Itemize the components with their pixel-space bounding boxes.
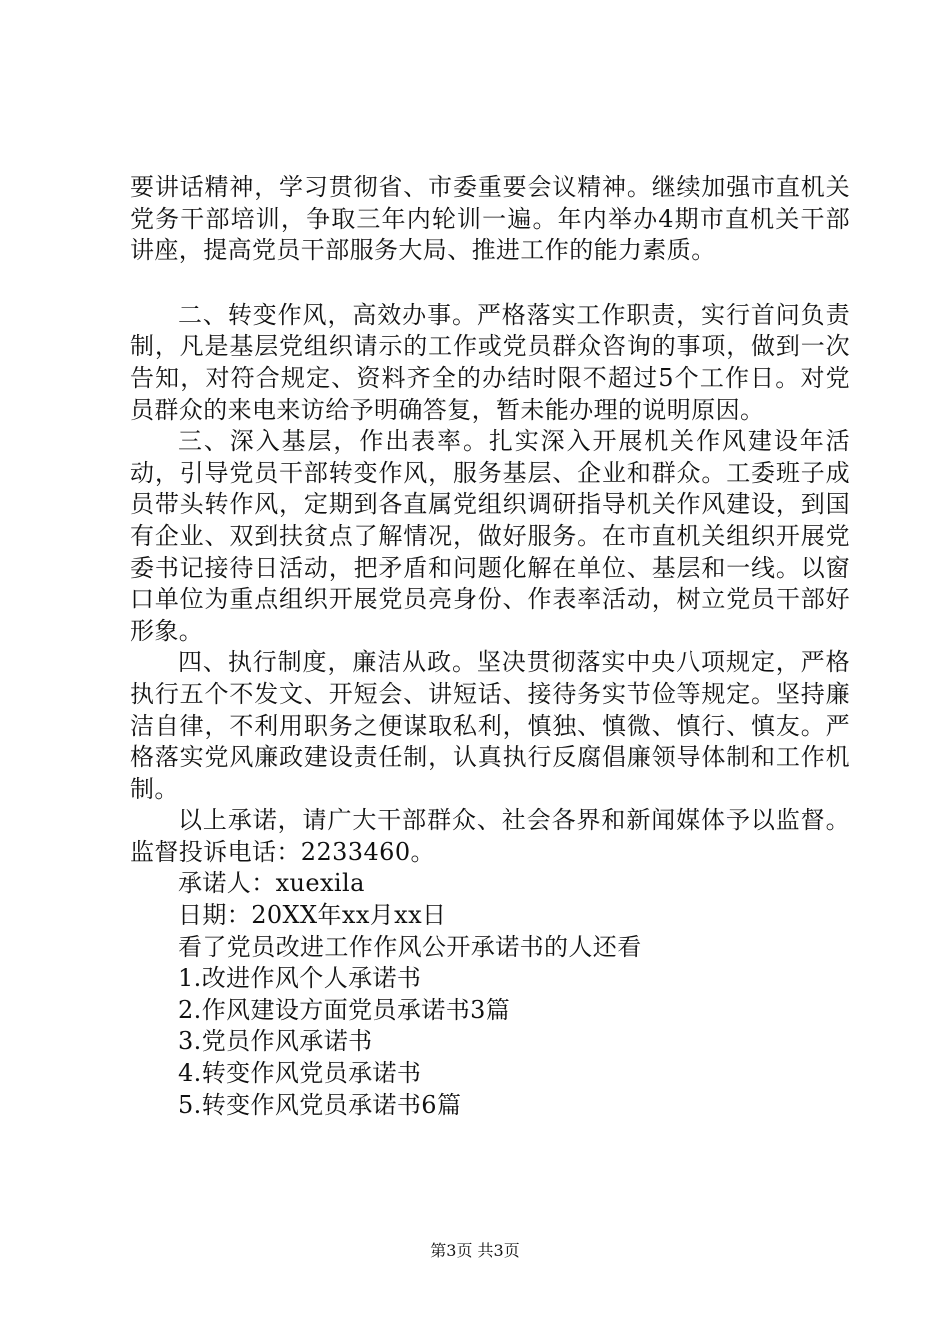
paragraph-section-four: 四、执行制度，廉洁从政。坚决贯彻落实中央八项规定，严格执行五个不发文、开短会、讲短话、接待务实节俭等规定。坚持廉洁自律，不利用职务之便谋取私利，慎独、慎微、慎行、慎友。严格落实党风廉政建设责任制，认真执行反腐倡廉领导体制和工作机制。 <box>130 648 850 803</box>
related-item-4[interactable]: 4.转变作风党员承诺书 <box>178 1059 422 1088</box>
related-item-3[interactable]: 3.党员作风承诺书 <box>178 1027 373 1056</box>
date-line: 日期：20XX年xx月xx日 <box>178 901 447 930</box>
page-footer: 第3页 共3页 <box>430 1241 520 1260</box>
related-item-2[interactable]: 2.作风建设方面党员承诺书3篇 <box>178 995 511 1024</box>
paragraph-commitment: 以上承诺，请广大干部群众、社会各界和新闻媒体予以监督。监督投诉电话：2233460。 <box>130 806 850 866</box>
paragraph-continuation: 要讲话精神，学习贯彻省、市委重要会议精神。继续加强市直机关党务干部培训，争取三年内轮训一遍。年内举办4期市直机关干部讲座，提高党员干部服务大局、推进工作的能力素质。 <box>130 173 850 265</box>
related-item-1[interactable]: 1.改进作风个人承诺书 <box>178 964 422 993</box>
related-item-5[interactable]: 5.转变作风党员承诺书6篇 <box>178 1090 462 1119</box>
document-body <box>130 172 850 1121</box>
signer-line: 承诺人：xuexila <box>178 869 365 898</box>
related-heading: 看了党员改进工作作风公开承诺书的人还看 <box>178 932 642 961</box>
paragraph-section-three: 三、深入基层，作出表率。扎实深入开展机关作风建设年活动，引导党员干部转变作风，服务基层、企业和群众。工委班子成员带头转作风，定期到各直属党组织调研指导机关作风建设，到国有企业、双到扶贫点了解情况，做好服务。在市直机关组织开展党委书记接待日活动，把矛盾和问题化解在单位、基层和一线。以窗口单位为重点组织开展党员亮身份、作表率活动，树立党员干部好形象。 <box>130 427 850 645</box>
paragraph-section-two: 二、转变作风，高效办事。严格落实工作职责，实行首问负责制，凡是基层党组织请示的工作或党员群众咨询的事项，做到一次告知，对符合规定、资料齐全的办结时限不超过5个工作日。对党员群众的来电来访给予明确答复，暂未能办理的说明原因。 <box>130 300 850 424</box>
